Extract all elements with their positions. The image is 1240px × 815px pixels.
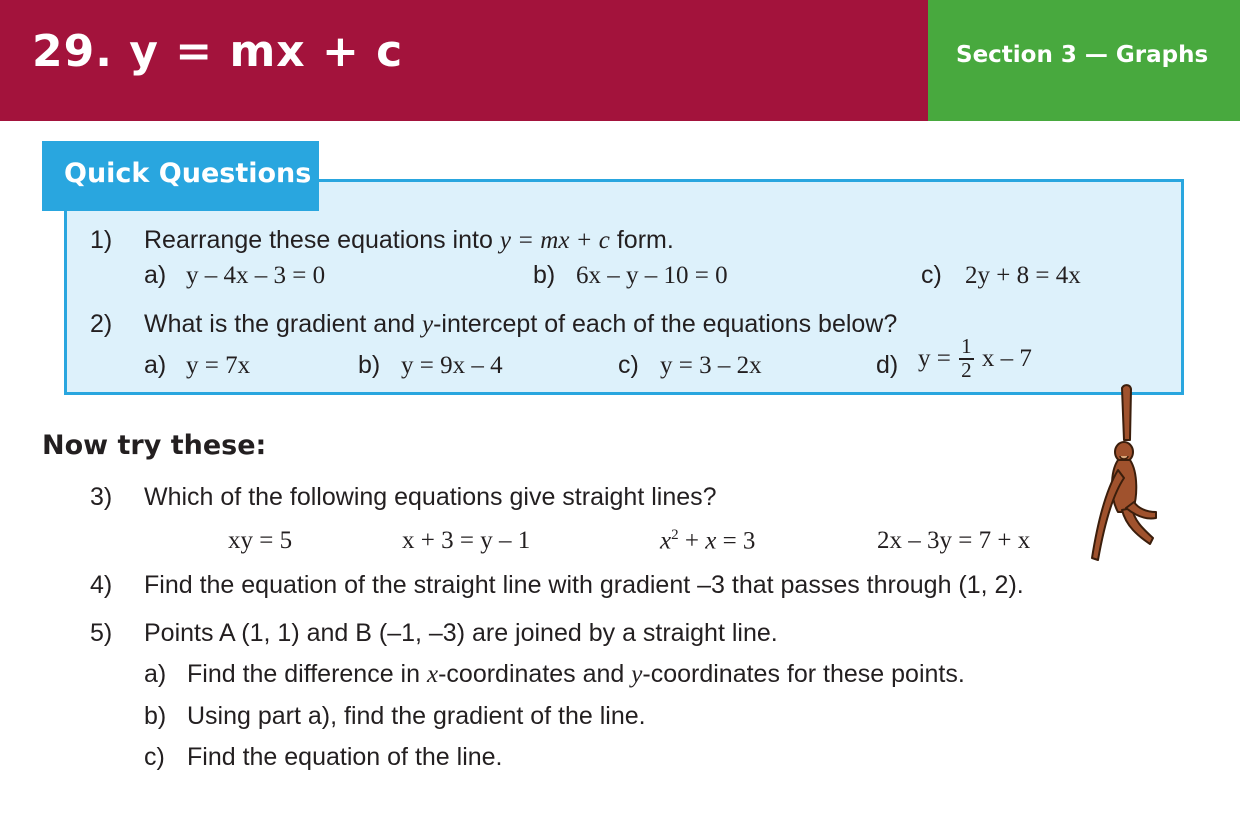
q1-text-before: Rearrange these equations into bbox=[144, 226, 493, 254]
monkey-icon bbox=[1080, 380, 1160, 580]
q3-equation-1: xy = 5 bbox=[228, 527, 293, 554]
q5c-text: Find the equation of the line. bbox=[187, 743, 503, 771]
q2d-frac-num: 1 bbox=[961, 334, 972, 358]
q2b-label: b) bbox=[358, 351, 381, 379]
q2a-label: a) bbox=[144, 351, 167, 379]
q2-text bbox=[144, 312, 897, 337]
q5a-var-1: x bbox=[426, 661, 439, 688]
q1-text bbox=[144, 228, 674, 253]
q5b-text: Using part a), find the gradient of the line. bbox=[187, 702, 646, 730]
q2d-expr-start: y = bbox=[918, 345, 951, 372]
q4-text: Find the equation of the straight line with gradient –3 that passes through (1, 2). bbox=[144, 571, 1024, 599]
section-label: Section 3 — Graphs bbox=[956, 42, 1209, 68]
q1a-expr: y – 4x – 3 = 0 bbox=[186, 262, 326, 289]
q2d-label: d) bbox=[876, 351, 899, 379]
q3-equation-3: $x^2 + x = 3$ bbox=[660, 527, 756, 555]
q3-equation-2: x + 3 = y – 1 bbox=[402, 527, 531, 554]
q1b-label: b) bbox=[533, 261, 556, 289]
q5-text: Points A (1, 1) and B (–1, –3) are joined by a straight line. bbox=[144, 619, 778, 647]
q5b-label: b) bbox=[144, 702, 167, 730]
q1-number: 1) bbox=[90, 226, 113, 254]
q1c-label: c) bbox=[921, 261, 942, 289]
q3-text: Which of the following equations give straight lines? bbox=[144, 483, 717, 511]
q5a-text bbox=[187, 662, 965, 687]
q5a-label: a) bbox=[144, 660, 167, 688]
q5a-var-2: y bbox=[631, 661, 643, 688]
now-try-heading: Now try these: bbox=[42, 430, 267, 461]
q1b-expr: 6x – y – 10 = 0 bbox=[576, 262, 728, 289]
quick-questions-label: Quick Questions bbox=[64, 158, 312, 189]
q3-number: 3) bbox=[90, 483, 113, 511]
q1-form: y = mx + c bbox=[499, 227, 610, 254]
q2a-expr: y = 7x bbox=[186, 352, 251, 379]
q1a-label: a) bbox=[144, 261, 167, 289]
q2d-expr-end: x – 7 bbox=[981, 345, 1032, 372]
q5a-text-3: -coordinates for these points. bbox=[642, 660, 965, 688]
q5a-text-2: -coordinates and bbox=[438, 660, 625, 688]
q5c-label: c) bbox=[144, 743, 165, 771]
q2b-expr: y = 9x – 4 bbox=[401, 352, 503, 379]
q2-text-after: -intercept of each of the equations below? bbox=[433, 310, 898, 338]
monkey-face bbox=[1120, 456, 1128, 459]
q2c-label: c) bbox=[618, 351, 639, 379]
q1-text-after: form. bbox=[616, 226, 674, 254]
page-title: 29. y = mx + c bbox=[32, 26, 404, 77]
q2-text-before: What is the gradient and bbox=[144, 310, 415, 338]
q5a-text-1: Find the difference in bbox=[187, 660, 421, 688]
q2c-expr: y = 3 – 2x bbox=[660, 352, 762, 379]
q2-number: 2) bbox=[90, 310, 113, 338]
q2d-expr bbox=[918, 336, 1032, 381]
q3-equation-4: 2x – 3y = 7 + x bbox=[877, 527, 1031, 554]
q1c-expr: 2y + 8 = 4x bbox=[965, 262, 1081, 289]
q2-var: y bbox=[421, 311, 434, 338]
q2d-frac-den: 2 bbox=[961, 358, 972, 382]
q5-number: 5) bbox=[90, 619, 113, 647]
q2d-fraction bbox=[959, 336, 974, 381]
q4-number: 4) bbox=[90, 571, 113, 599]
